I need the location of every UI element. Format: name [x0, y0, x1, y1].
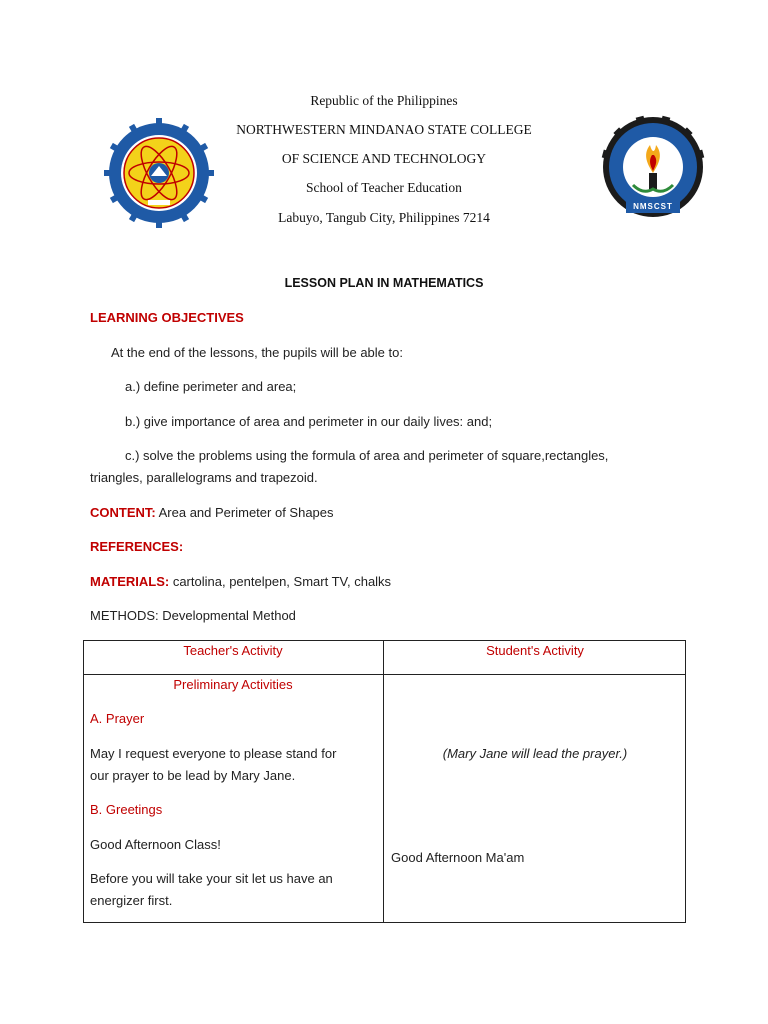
table-header-divider — [83, 674, 686, 675]
header-address: Labuyo, Tangub City, Philippines 7214 — [278, 210, 490, 225]
preliminary-activities-label: Preliminary Activities — [173, 677, 293, 692]
references-label: REFERENCES: — [90, 539, 184, 554]
prayer-text-line1: May I request everyone to please stand for — [90, 746, 337, 761]
college-seal-logo — [104, 118, 214, 228]
objective-b: b.) give importance of area and perimeter in our daily lives: and; — [125, 414, 493, 429]
prayer-label: A. Prayer — [90, 711, 145, 726]
energizer-text-line2: energizer first. — [90, 893, 173, 908]
objective-c-cont: triangles, parallelograms and trapezoid. — [90, 470, 318, 485]
header-school: School of Teacher Education — [306, 180, 462, 195]
greetings-label: B. Greetings — [90, 802, 163, 817]
energizer-text-line1: Before you will take your sit let us have an — [90, 871, 333, 886]
objective-a: a.) define perimeter and area; — [125, 379, 297, 394]
header-republic: Republic of the Philippines — [310, 93, 458, 108]
objectives-heading: LEARNING OBJECTIVES — [90, 310, 244, 325]
materials-value: cartolina, pentelpen, Smart TV, chalks — [172, 574, 392, 589]
materials-label: MATERIALS: — [90, 574, 170, 589]
prayer-text-line2: our prayer to be lead by Mary Jane. — [90, 768, 296, 783]
header-college-name-cont: OF SCIENCE AND TECHNOLOGY — [281, 151, 487, 166]
objectives-intro: At the end of the lessons, the pupils will be able to: — [111, 345, 403, 360]
materials-line — [90, 574, 391, 589]
student-prayer-response: (Mary Jane will lead the prayer.) — [442, 746, 628, 761]
content-line — [90, 505, 334, 520]
objective-c: c.) solve the problems using the formula of area and perimeter of square,rectangles, — [125, 448, 609, 463]
table-column-divider — [383, 640, 384, 923]
content-label: CONTENT: — [90, 505, 156, 520]
content-value: Area and Perimeter of Shapes — [158, 505, 334, 520]
page-title: LESSON PLAN IN MATHEMATICS — [284, 276, 484, 290]
greeting-text: Good Afternoon Class! — [90, 837, 221, 852]
header-college-name: NORTHWESTERN MINDANAO STATE COLLEGE — [236, 122, 532, 137]
methods-line: METHODS: Developmental Method — [90, 608, 296, 623]
student-greeting-response: Good Afternoon Ma'am — [391, 850, 525, 865]
seal-banner-text: NMSCST — [633, 202, 673, 211]
teacher-activity-header: Teacher's Activity — [183, 643, 283, 658]
teacher-education-seal-logo — [598, 115, 708, 225]
student-activity-header: Student's Activity — [486, 643, 584, 658]
